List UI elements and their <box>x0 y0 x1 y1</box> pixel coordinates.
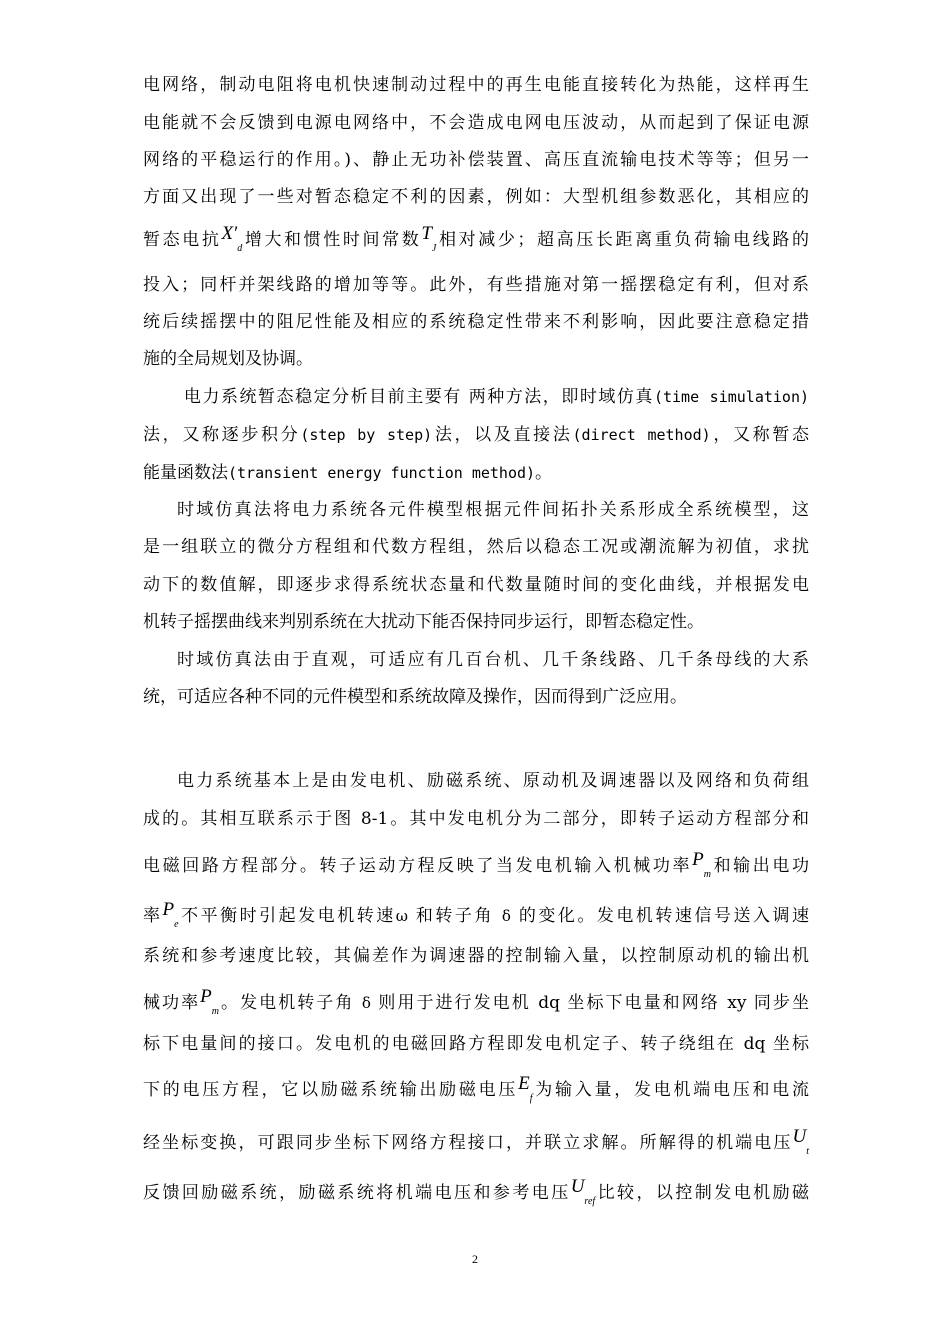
para1-line1: 电网络，制动电阻将电机快速制动过程中的再生电能直接转化为热能，这样再生 <box>143 75 809 95</box>
uref-symbol: $U_{ref}$ <box>570 1176 596 1207</box>
para3-line2: 是一组联立的微分方程组和代数方程组，然后以稳态工况或潮流解为初值，求扰 <box>143 537 809 557</box>
pe-symbol: $P_e$ <box>162 899 179 930</box>
ut-symbol: $U_t$ <box>792 1126 809 1157</box>
page-number: 2 <box>472 1252 478 1266</box>
omega-symbol: ω <box>395 907 408 925</box>
para3-line4: 机转子摇摆曲线来判别系统在大扰动下能否保持同步运行，即暂态稳定性。 <box>143 612 704 632</box>
xd-prime-symbol: $X'_d$ <box>221 223 243 254</box>
para1-line7: 统后续摇摆中的阻尼性能及相应的系统稳定性带来不利影响，因此要注意稳定措 <box>143 312 809 332</box>
para3-line3: 动下的数值解，即逐步求得系统状态量和代数量随时间的变化曲线，并根据发电 <box>143 575 809 595</box>
para5-line3: 电磁回路方程部分。转子运动方程反映了当发电机输入机械功率$P_m$和输出电功 <box>143 849 810 880</box>
para5-line9: 经坐标变换，可跟同步坐标下网络方程接口，并联立求解。所解得的机端电压$U_t$ <box>143 1126 809 1157</box>
para5-line1: 电力系统基本上是由发电机、励磁系统、原动机及调速器以及网络和负荷组 <box>177 771 809 791</box>
para5-line10: 反馈回励磁系统，励磁系统将机端电压和参考电压$U_{ref}$比较，以控制发电机励磁 <box>143 1176 810 1207</box>
delta-symbol: δ <box>361 994 371 1012</box>
para3-line1: 时域仿真法将电力系统各元件模型根据元件间拓扑关系形成全系统模型，这 <box>177 500 809 520</box>
para4-line2: 统，可适应各种不同的元件模型和系统故障及操作，因而得到广泛应用。 <box>143 687 687 707</box>
para5-line5: 系统和参考速度比较，其偏差作为调速器的控制输入量，以控制原动机的输出机 <box>143 946 809 966</box>
ef-symbol: $E_f$ <box>518 1073 533 1104</box>
para4-line1: 时域仿真法由于直观，可适应有几百台机、几千条线路、几千条母线的大系 <box>177 650 809 670</box>
delta-symbol: δ <box>501 907 511 925</box>
para5-line8: 下的电压方程，它以励磁系统输出励磁电压$E_f$为输入量，发电机端电压和电流 <box>143 1073 810 1104</box>
pm-symbol: $P_m$ <box>692 849 711 880</box>
para1-line8: 施的全局规划及协调。 <box>143 349 313 369</box>
para5-line4: 率$P_e$不平衡时引起发电机转速ω 和转子角 δ 的变化。发电机转速信号送入调速 <box>143 899 810 930</box>
tj-symbol: $T_J$ <box>421 223 437 254</box>
para1-line2: 电能就不会反馈到电源电网络中，不会造成电网电压波动，从而起到了保证电源 <box>143 113 809 133</box>
para2-line2: 法，又称逐步积分(step by step)法，以及直接法(direct method)，又称暂态 <box>143 425 810 445</box>
para2-line1: 电力系统暂态稳定分析目前主要有 两种方法，即时域仿真(time simulation) <box>177 387 809 407</box>
para5-line2: 成的。其相互联系示于图 8-1。其中发电机分为二部分，即转子运动方程部分和 <box>143 809 809 829</box>
para1-line3: 网络的平稳运行的作用。)、静止无功补偿装置、高压直流输电技术等等；但另一 <box>143 150 809 170</box>
para5-line6: 械功率$P_m$。发电机转子角 δ 则用于进行发电机 dq 坐标下电量和网络 xy 同步坐 <box>143 986 810 1017</box>
para1-line4: 方面又出现了一些对暂态稳定不利的因素，例如：大型机组参数恶化，其相应的 <box>143 187 809 207</box>
para5-line7: 标下电量间的接口。发电机的电磁回路方程即发电机定子、转子绕组在 dq 坐标 <box>143 1034 809 1054</box>
pm-symbol: $P_m$ <box>200 986 219 1017</box>
para1-line5: 暂态电抗$X'_d$增大和惯性时间常数$T_J$相对减少；超高压长距离重负荷输电线路的 <box>143 223 810 254</box>
para2-line3: 能量函数法(transient energy function method)。 <box>143 463 553 483</box>
para1-line6: 投入；同杆并架线路的增加等等。此外，有些措施对第一摇摆稳定有利，但对系 <box>143 275 809 295</box>
